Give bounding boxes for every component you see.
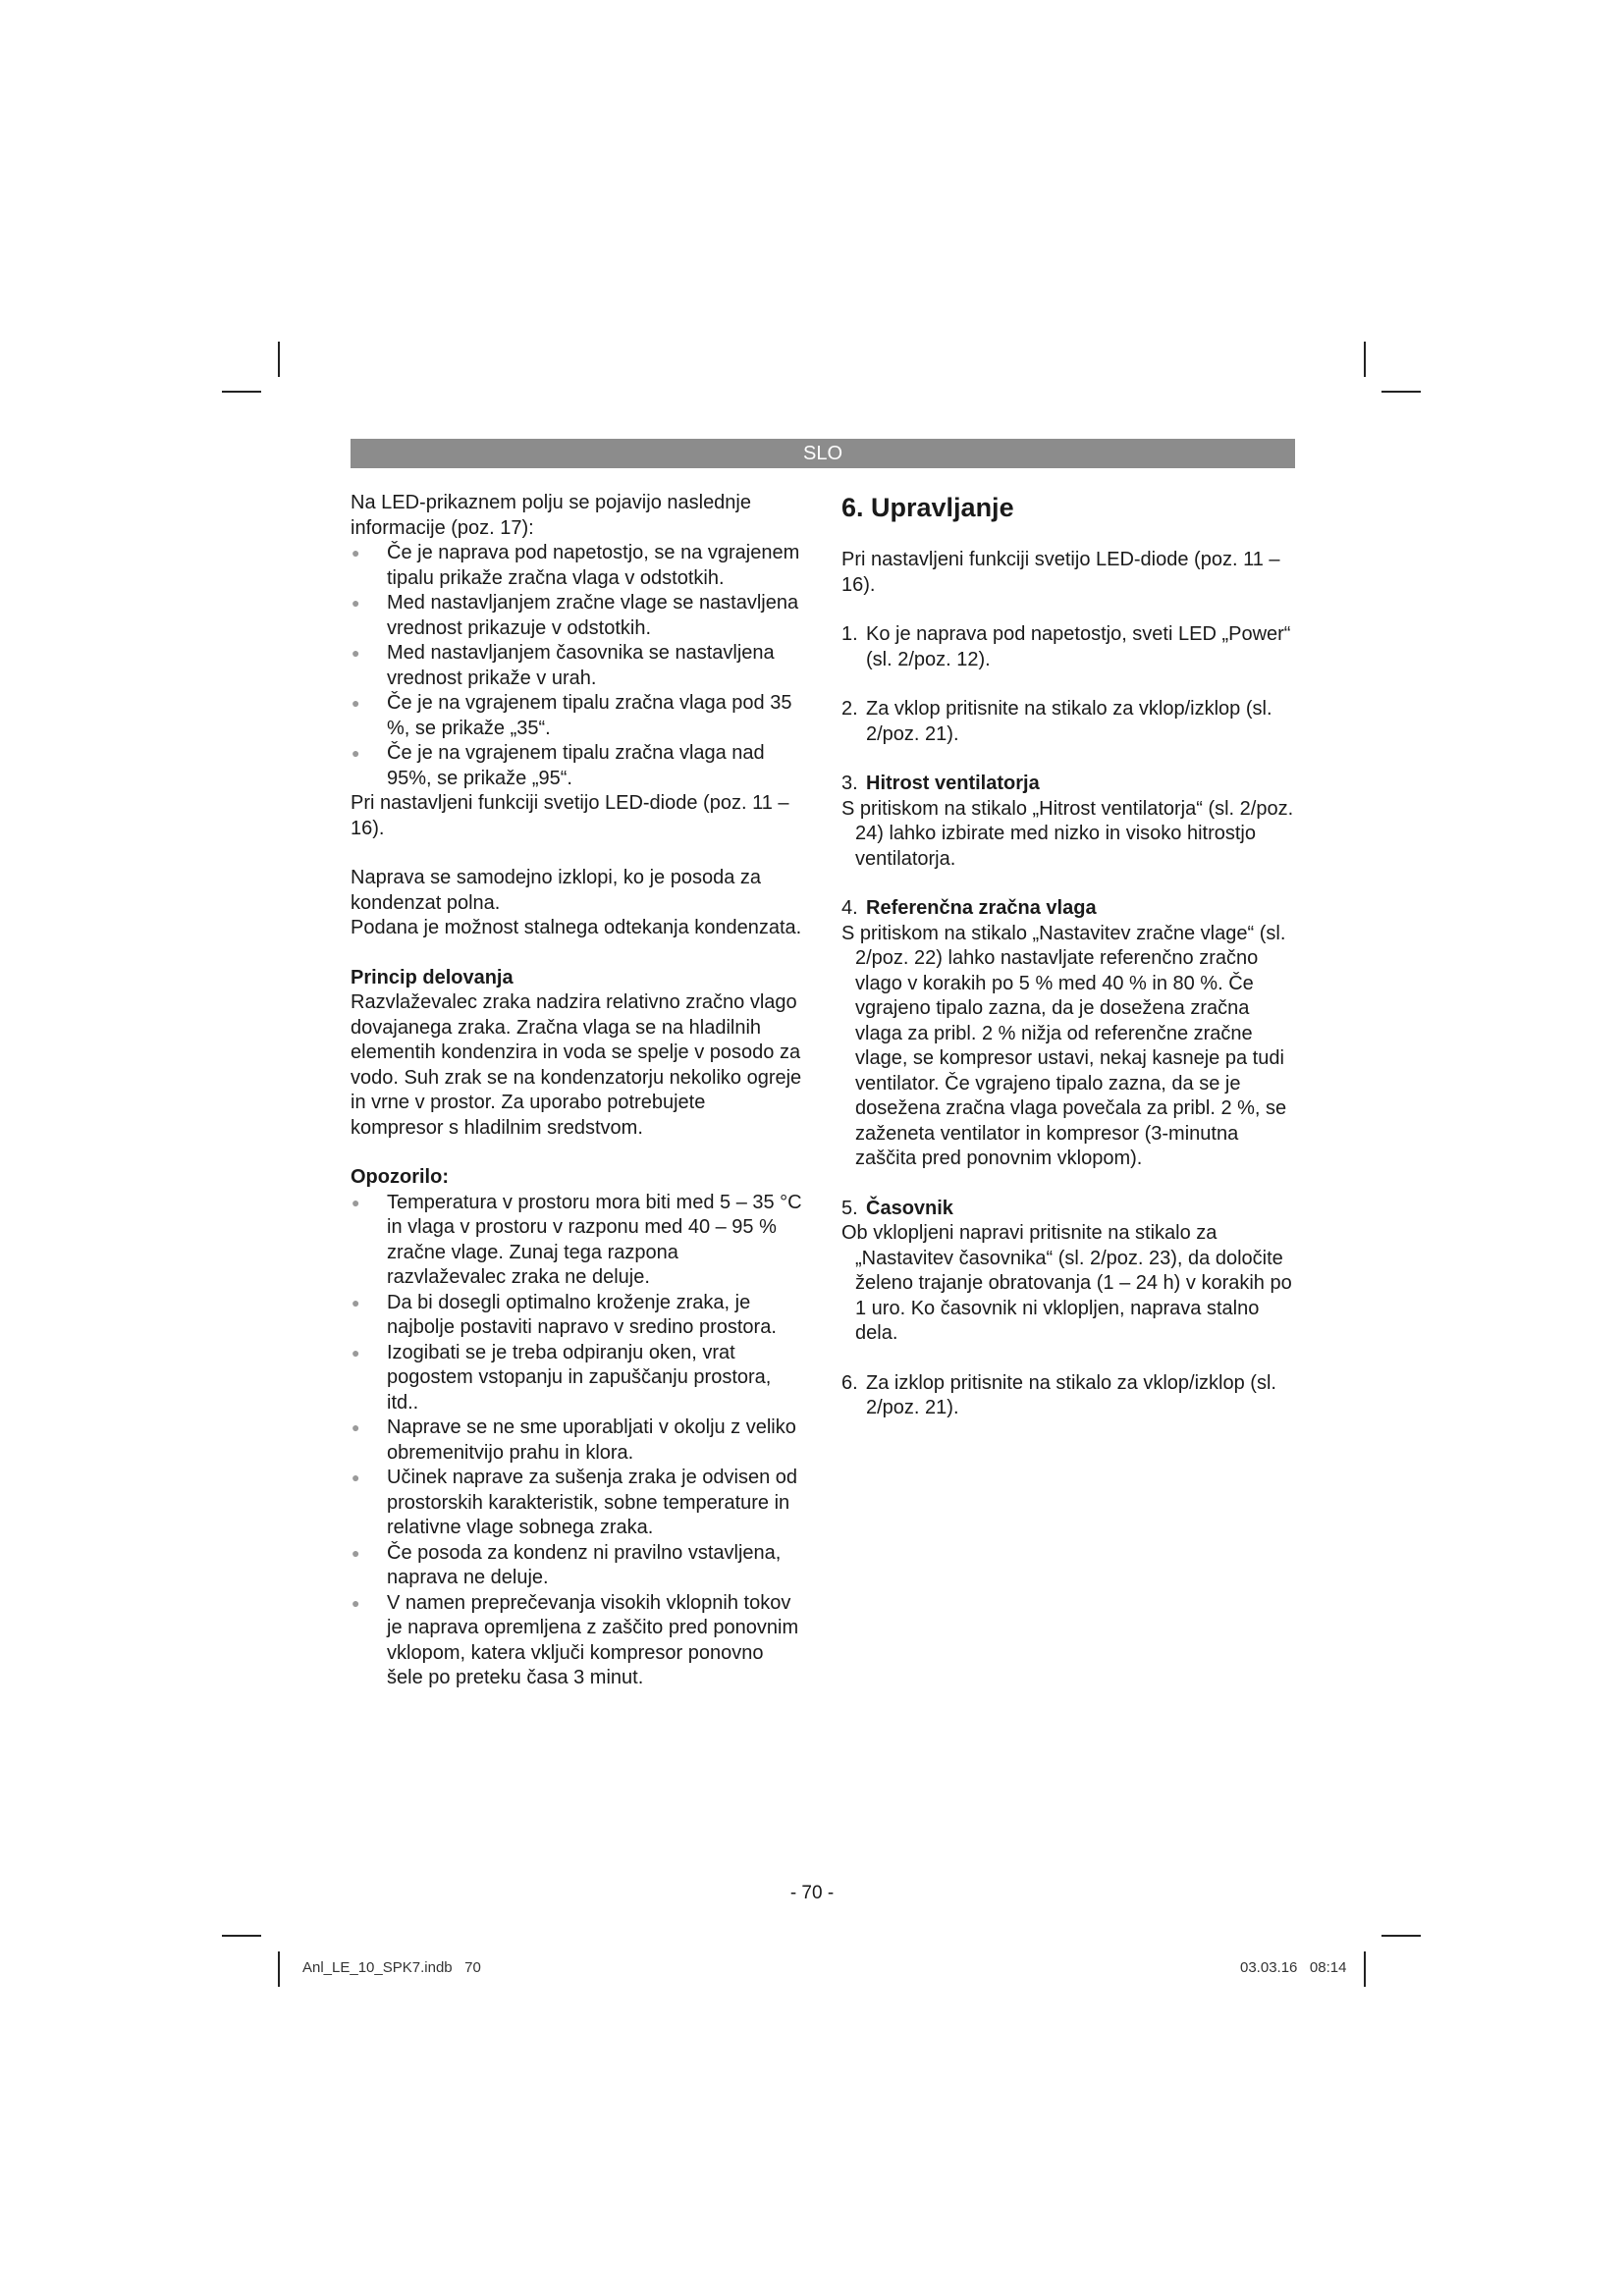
- crop-mark: [1364, 1951, 1366, 1987]
- step-number: 1.: [841, 623, 858, 645]
- crop-mark: [1381, 1935, 1421, 1937]
- step-title: Referenčna zračna vlaga: [866, 897, 1097, 919]
- crop-mark: [278, 342, 280, 377]
- led-info-paragraph: Pri nastavljeni funkciji svetijo LED-diode (poz. 11 – 16).: [841, 549, 1280, 596]
- step-text: Za vklop pritisnite na stikalo za vklop/izklop (sl. 2/poz. 21).: [866, 698, 1272, 745]
- step-number: 4.: [841, 897, 858, 919]
- step-number: 3.: [841, 773, 858, 794]
- step-text: S pritiskom na stikalo „Hitrost ventilatorja“ (sl. 2/poz. 24) lahko izbirate med nizko in visoko hitrostjo ventilatorja.: [841, 797, 1294, 870]
- crop-mark: [222, 1935, 261, 1937]
- list-item: ● Če posoda za kondenz ni pravilno vstavljena, naprava ne deluje.: [351, 1541, 802, 1591]
- led-display-intro: Na LED-prikaznem polju se pojavijo naslednje informacije (poz. 17):: [351, 492, 751, 539]
- step-text: Ko je naprava pod napetostjo, sveti LED „Power“ (sl. 2/poz. 12).: [866, 623, 1291, 670]
- warning-list: [351, 1191, 802, 1691]
- crop-mark: [278, 1951, 280, 1987]
- step-item: [841, 697, 1298, 747]
- drain-paragraph: Podana je možnost stalnega odtekanja kondenzata.: [351, 917, 802, 938]
- step-item: [841, 622, 1298, 672]
- list-item: ● Izogibati se je treba odpiranju oken, vrat pogostem vstopanju in zapuščanju prostora, itd..: [351, 1341, 802, 1416]
- list-item: ● Če je naprava pod napetostjo, se na vgrajenem tipalu prikaže zračna vlaga v odstotkih.: [351, 541, 802, 591]
- step-text: Za izklop pritisnite na stikalo za vklop/izklop (sl. 2/poz. 21).: [866, 1371, 1276, 1418]
- step-text: S pritiskom na stikalo „Nastavitev zračne vlage“ (sl. 2/poz. 22) lahko nastavljate referenčno zračno vlago v korakih po 5 % med 40 % in 80 %. Če vgrajeno tipalo zazna, da je dosežena zračna vlaga za pribl. 2 % nižja od referenčne zračne vlage, se kompresor ustavi, nekaj kasneje pa tudi ventilator. Če vgrajeno tipalo zazna, da se je dosežena zračna vlaga povečala za pribl. 2 %, se zaženeta ventilator in kompresor (3-minutna zaščita pred ponovnim vklopom).: [841, 922, 1287, 1169]
- crop-mark: [1381, 391, 1421, 393]
- led-display-list: [351, 541, 802, 791]
- warning-heading: Opozorilo:: [351, 1166, 449, 1188]
- operation-steps: [841, 622, 1298, 1421]
- list-item: ● Da bi dosegli optimalno kroženje zraka, je najbolje postaviti napravo v sredino prostora.: [351, 1291, 802, 1341]
- list-item: ● Med nastavljanjem zračne vlage se nastavljena vrednost prikazuje v odstotkih.: [351, 591, 802, 641]
- crop-mark: [1364, 342, 1366, 377]
- list-item: ● Med nastavljanjem časovnika se nastavljena vrednost prikaže v urah.: [351, 641, 802, 691]
- list-item: ● Če je na vgrajenem tipalu zračna vlaga nad 95%, se prikaže „95“.: [351, 741, 802, 791]
- step-text: Ob vklopljeni napravi pritisnite na stikalo za „Nastavitev časovnika“ (sl. 2/poz. 23), da določite želeno trajanje obratovanja (1 – 24 h) v korakih po 1 uro. Ko časovnik ni vklopljen, naprava stalno dela.: [841, 1222, 1292, 1344]
- step-item: [841, 1197, 1298, 1347]
- step-item: [841, 896, 1298, 1172]
- step-title: Časovnik: [866, 1197, 953, 1219]
- list-item: ● Temperatura v prostoru mora biti med 5 – 35 °C in vlaga v prostoru v razponu med 40 – 95 % zračne vlage. Zunaj tega razpona razvlaževalec zraka ne deluje.: [351, 1191, 802, 1291]
- step-title: Hitrost ventilatorja: [866, 773, 1040, 794]
- crop-mark: [222, 391, 261, 393]
- step-item: [841, 1371, 1298, 1421]
- step-number: 6.: [841, 1371, 858, 1394]
- principle-text: Razvlaževalec zraka nadzira relativno zračno vlago dovajanega zraka. Zračna vlaga se na hladilnih elementih kondenzira in voda se spelje v posodo za vodo. Suh zrak se na kondenzatorju nekoliko ogreje in vrne v prostor. Za uporabo potrebujete kompresor s hladilnim sredstvom.: [351, 991, 802, 1139]
- language-label: SLO: [802, 443, 843, 464]
- right-column: [841, 491, 1298, 1446]
- page-number: - 70 -: [789, 1883, 835, 1903]
- list-item: ● Naprave se ne sme uporabljati v okolju z veliko obremenitvijo prahu in klora.: [351, 1415, 802, 1466]
- section-title: 6. Upravljanje: [841, 493, 1014, 522]
- auto-off-paragraph: Naprava se samodejno izklopi, ko je posoda za kondenzat polna.: [351, 867, 762, 914]
- language-header: [351, 439, 1295, 468]
- list-item: ● Učinek naprave za sušenja zraka je odvisen od prostorskih karakteristik, sobne temperature in relativne vlage sobnega zraka.: [351, 1466, 802, 1541]
- file-info: Anl_LE_10_SPK7.indb 70: [302, 1959, 481, 1976]
- step-number: 2.: [841, 698, 858, 720]
- list-item: ● V namen preprečevanja visokih vklopnih tokov je naprava opremljena z zaščito pred ponovnim vklopom, katera vključi kompresor ponovno šele po preteku časa 3 minut.: [351, 1591, 802, 1691]
- print-timestamp: 03.03.16 08:14: [1240, 1959, 1347, 1976]
- step-number: 5.: [841, 1197, 858, 1219]
- left-column: [351, 491, 802, 1691]
- step-item: [841, 772, 1298, 872]
- principle-heading: Princip delovanja: [351, 966, 514, 988]
- list-item: ● Če je na vgrajenem tipalu zračna vlaga pod 35 %, se prikaže „35“.: [351, 691, 802, 741]
- led-info-paragraph: Pri nastavljeni funkciji svetijo LED-diode (poz. 11 – 16).: [351, 792, 789, 839]
